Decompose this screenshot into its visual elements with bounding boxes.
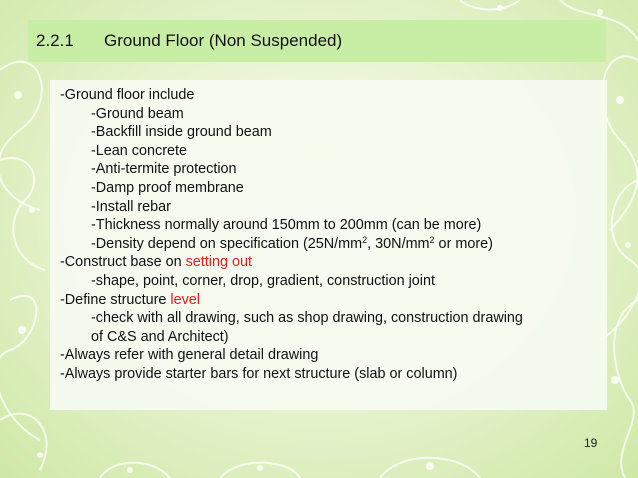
sub-bullet-line	[60, 235, 607, 254]
sub-bullet-line: -shape, point, corner, drop, gradient, construction joint	[91, 272, 435, 289]
slide-title-bar	[28, 20, 606, 62]
bullet-text: -Define structure	[60, 291, 171, 308]
sub-bullet-line: -Ground beam	[91, 105, 184, 122]
bullet-line	[60, 291, 607, 310]
bullet-line: -Always provide starter bars for next structure (slab or column)	[60, 365, 458, 382]
sub-bullet-line: -Backfill inside ground beam	[91, 124, 272, 141]
bullet-line	[60, 253, 607, 272]
sub-bullet-line: -Damp proof membrane	[91, 179, 244, 196]
bullet-line: -Ground floor include	[60, 87, 195, 103]
superscript: 2	[362, 234, 368, 245]
sub-bullet-line: -Lean concrete	[91, 142, 187, 159]
sub-bullet-line: -Install rebar	[91, 198, 171, 215]
density-text: , 30N/mm	[367, 235, 430, 252]
section-number: 2.2.1	[36, 31, 74, 50]
slide-title: Ground Floor (Non Suspended)	[104, 31, 343, 50]
density-text: or more)	[434, 235, 493, 252]
sub-bullet-line: -Anti-termite protection	[91, 161, 237, 178]
page-number: 19	[584, 436, 598, 450]
sub-bullet-line: -Thickness normally around 150mm to 200mm (can be more)	[91, 217, 482, 234]
bullet-line: -Always refer with general detail drawing	[60, 347, 319, 364]
content-box	[50, 80, 607, 410]
sub-bullet-line: -check with all drawing, such as shop drawing, construction drawing	[91, 310, 523, 327]
bullet-text: -Construct base on	[60, 254, 186, 271]
sub-bullet-line: of C&S and Architect)	[91, 328, 229, 345]
highlight-text: setting out	[185, 254, 252, 271]
highlight-text: level	[170, 291, 200, 308]
density-text: -Density depend on specification (25N/mm	[91, 235, 363, 252]
superscript: 2	[429, 234, 435, 245]
